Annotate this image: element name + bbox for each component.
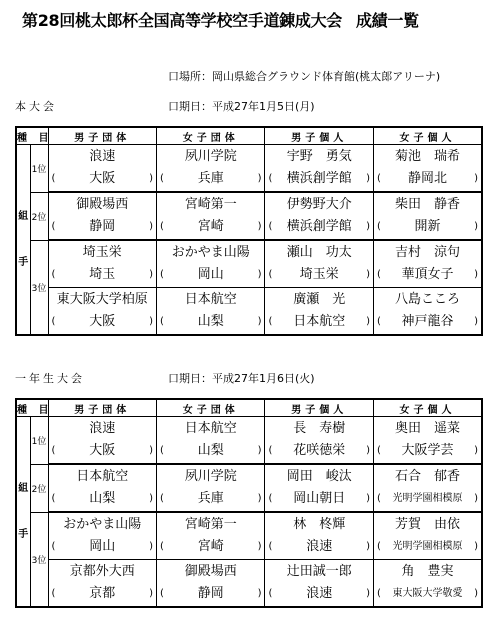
- header-kind: 種 目: [16, 399, 48, 417]
- result-cell: [265, 560, 373, 608]
- affiliation: [374, 264, 481, 286]
- rank-label: 2位: [30, 192, 48, 240]
- paren-open: (: [268, 221, 273, 232]
- affiliation: [374, 216, 481, 238]
- affiliation: [157, 216, 264, 238]
- paren-close: ): [149, 221, 153, 232]
- affiliation-text: 岡山朝日: [293, 491, 346, 506]
- entrant-name: 伊勢野大介: [286, 197, 352, 212]
- paren-open: (: [51, 221, 56, 232]
- paren-close: ): [257, 221, 262, 232]
- result-cell: [157, 240, 265, 288]
- affiliation: [374, 488, 481, 510]
- affiliation-text: 宮崎: [197, 219, 224, 234]
- paren-open: (: [160, 221, 164, 232]
- result-cell: [373, 512, 482, 560]
- entrant-name: 埼玉栄: [82, 245, 122, 260]
- section-date-freshman: 口期日：平成27年1月6日(火): [168, 372, 315, 385]
- paren-open: (: [160, 269, 164, 280]
- entrant-name: 角 豊実: [401, 564, 454, 579]
- affiliation-text: 京都: [89, 586, 116, 601]
- affiliation-text: 神戸龍谷: [401, 314, 454, 329]
- table-row: [16, 560, 482, 608]
- paren-open: (: [160, 316, 164, 327]
- affiliation-text: 大阪: [89, 443, 116, 458]
- result-cell: [48, 417, 156, 465]
- paren-open: (: [376, 445, 381, 456]
- paren-close: ): [257, 493, 262, 504]
- paren-close: ): [366, 316, 370, 327]
- entrant-name: 夙川学院: [184, 469, 237, 484]
- affiliation-text: 開新: [414, 219, 441, 234]
- entrant-name: 林 柊輝: [293, 517, 346, 532]
- affiliation-text: 横浜創学館: [286, 219, 352, 234]
- kumite-label: 組 手: [16, 145, 30, 336]
- affiliation: [49, 168, 156, 190]
- affiliation-text: 山梨: [197, 314, 224, 329]
- header-row: [16, 127, 482, 145]
- affiliation-text: 日本航空: [293, 314, 346, 329]
- affiliation-text: 埼玉栄: [299, 267, 339, 282]
- paren-open: (: [376, 493, 381, 504]
- affiliation: [49, 488, 156, 510]
- entrant-name: おかやま山陽: [171, 245, 250, 260]
- header-women-individual: 女子個人: [373, 399, 482, 417]
- rank-label: 3位: [30, 512, 48, 607]
- affiliation-text: 花咲徳栄: [293, 443, 346, 458]
- paren-close: ): [474, 493, 478, 504]
- result-cell: [373, 240, 482, 288]
- affiliation-text: 大阪: [89, 171, 116, 186]
- result-cell: [373, 560, 482, 608]
- header-men-team: 男子団体: [48, 399, 156, 417]
- affiliation-text: 大阪学芸: [401, 443, 454, 458]
- paren-open: (: [376, 173, 381, 184]
- affiliation: [374, 168, 481, 190]
- entrant-name: 夙川学院: [184, 149, 237, 164]
- entrant-name: 御殿場西: [184, 564, 237, 579]
- entrant-name: 宮崎第一: [184, 197, 237, 212]
- affiliation: [265, 311, 372, 333]
- header-women-team: 女子団体: [157, 127, 265, 145]
- affiliation: [157, 264, 264, 286]
- affiliation-text: 山梨: [89, 491, 116, 506]
- paren-close: ): [257, 269, 262, 280]
- header-men-individual: 男子個人: [265, 127, 373, 145]
- table-row: [16, 417, 482, 465]
- paren-open: (: [51, 445, 56, 456]
- table-row: [16, 240, 482, 288]
- paren-open: (: [268, 445, 273, 456]
- paren-close: ): [474, 316, 478, 327]
- entrant-name: 辻田誠一郎: [286, 564, 352, 579]
- table-row: [16, 464, 482, 512]
- paren-close: ): [149, 541, 153, 552]
- paren-open: (: [268, 269, 273, 280]
- entrant-name: 岡田 峻汰: [286, 469, 352, 484]
- affiliation-text: 東大阪大学敬愛: [392, 588, 463, 599]
- paren-open: (: [51, 588, 56, 599]
- paren-close: ): [366, 541, 370, 552]
- header-men-individual: 男子個人: [265, 399, 373, 417]
- result-cell: [373, 464, 482, 512]
- entrant-name: おかやま山陽: [63, 517, 142, 532]
- entrant-name: 日本航空: [184, 421, 237, 436]
- paren-close: ): [366, 173, 370, 184]
- result-cell: [265, 464, 373, 512]
- result-cell: [157, 288, 265, 336]
- paren-close: ): [474, 588, 478, 599]
- affiliation: [265, 583, 372, 605]
- affiliation: [49, 264, 156, 286]
- entrant-name: 吉村 涼句: [394, 245, 460, 260]
- result-cell: [157, 417, 265, 465]
- paren-open: (: [51, 541, 56, 552]
- header-kind: 種 目: [16, 127, 48, 145]
- paren-close: ): [366, 493, 370, 504]
- paren-open: (: [51, 493, 56, 504]
- affiliation: [265, 440, 372, 462]
- title-main: 第28回桃太郎杯全国高等学校空手道錬成大会: [22, 11, 342, 30]
- affiliation-text: 静岡北: [407, 171, 447, 186]
- header-women-team: 女子団体: [157, 399, 265, 417]
- paren-open: (: [268, 588, 273, 599]
- paren-open: (: [160, 445, 164, 456]
- entrant-name: 宇野 勇気: [286, 149, 352, 164]
- result-cell: [373, 192, 482, 240]
- paren-close: ): [474, 173, 478, 184]
- section-name-freshman: 一年生大会: [15, 372, 85, 385]
- rank-label: 1位: [30, 145, 48, 193]
- table-row: [16, 512, 482, 560]
- paren-close: ): [257, 316, 262, 327]
- rank-label: 1位: [30, 417, 48, 465]
- affiliation-text: 大阪: [89, 314, 116, 329]
- entrant-name: 東大阪大学柏原: [56, 292, 148, 307]
- paren-close: ): [149, 316, 153, 327]
- entrant-name: 浪速: [89, 421, 116, 436]
- paren-close: ): [257, 541, 262, 552]
- paren-close: ): [366, 269, 370, 280]
- result-cell: [157, 192, 265, 240]
- paren-close: ): [257, 173, 262, 184]
- title-sub: 成績一覧: [355, 11, 419, 30]
- paren-open: (: [160, 493, 164, 504]
- paren-close: ): [366, 221, 370, 232]
- result-cell: [373, 288, 482, 336]
- paren-close: ): [257, 445, 262, 456]
- affiliation-text: 光明学園相模原: [392, 541, 463, 552]
- paren-close: ): [474, 269, 478, 280]
- paren-close: ): [149, 445, 153, 456]
- affiliation: [49, 311, 156, 333]
- result-cell: [48, 288, 156, 336]
- entrant-name: 日本航空: [184, 292, 237, 307]
- affiliation: [157, 583, 264, 605]
- result-cell: [157, 560, 265, 608]
- result-cell: [373, 145, 482, 193]
- paren-open: (: [376, 269, 381, 280]
- header-men-team: 男子団体: [48, 127, 156, 145]
- entrant-name: 八島こころ: [394, 292, 460, 307]
- affiliation-text: 山梨: [197, 443, 224, 458]
- result-cell: [265, 192, 373, 240]
- page-title: [22, 8, 492, 31]
- paren-open: (: [51, 173, 56, 184]
- kumite-label: 組 手: [16, 417, 30, 608]
- result-cell: [157, 464, 265, 512]
- affiliation-text: 宮崎: [197, 539, 224, 554]
- affiliation: [157, 311, 264, 333]
- affiliation: [157, 440, 264, 462]
- table-row: [16, 145, 482, 193]
- paren-open: (: [376, 221, 381, 232]
- affiliation-text: 浪速: [306, 586, 333, 601]
- paren-open: (: [268, 316, 273, 327]
- result-cell: [265, 417, 373, 465]
- entrant-name: 奥田 遥菜: [394, 421, 460, 436]
- paren-close: ): [257, 588, 262, 599]
- result-cell: [265, 288, 373, 336]
- venue-line: 口場所：岡山県総合グラウンド体育館(桃太郎アリーナ): [168, 70, 441, 83]
- affiliation: [374, 311, 481, 333]
- header-women-individual: 女子個人: [373, 127, 482, 145]
- result-cell: [265, 145, 373, 193]
- affiliation: [157, 168, 264, 190]
- entrant-name: 芳賀 由依: [394, 517, 460, 532]
- paren-open: (: [51, 269, 56, 280]
- paren-close: ): [149, 269, 153, 280]
- affiliation-text: 岡山: [197, 267, 224, 282]
- affiliation-text: 岡山: [89, 539, 116, 554]
- paren-open: (: [376, 588, 381, 599]
- entrant-name: 京都外大西: [69, 564, 135, 579]
- paren-open: (: [268, 493, 273, 504]
- affiliation: [49, 583, 156, 605]
- result-cell: [265, 240, 373, 288]
- results-table-main: [15, 126, 483, 336]
- affiliation-text: 埼玉: [89, 267, 116, 282]
- paren-close: ): [366, 588, 370, 599]
- affiliation: [265, 488, 372, 510]
- affiliation-text: 静岡: [197, 586, 224, 601]
- result-cell: [157, 145, 265, 193]
- affiliation: [157, 536, 264, 558]
- paren-open: (: [51, 316, 56, 327]
- paren-close: ): [149, 588, 153, 599]
- entrant-name: 浪速: [89, 149, 116, 164]
- result-cell: [373, 417, 482, 465]
- section-name-main: 本大会: [15, 100, 57, 113]
- affiliation-text: 光明学園相模原: [392, 493, 463, 504]
- result-cell: [48, 145, 156, 193]
- entrant-name: 日本航空: [76, 469, 129, 484]
- affiliation: [49, 440, 156, 462]
- paren-open: (: [268, 173, 273, 184]
- affiliation-text: 浪速: [306, 539, 333, 554]
- paren-open: (: [160, 173, 164, 184]
- affiliation: [157, 488, 264, 510]
- result-cell: [48, 464, 156, 512]
- affiliation-text: 兵庫: [197, 171, 224, 186]
- entrant-name: 廣瀬 光: [293, 292, 346, 307]
- results-table-freshman: [15, 398, 483, 608]
- entrant-name: 瀬山 功太: [286, 245, 352, 260]
- table-row: [16, 192, 482, 240]
- section-date-main: 口期日：平成27年1月5日(月): [168, 100, 315, 113]
- table-row: [16, 288, 482, 336]
- result-cell: [157, 512, 265, 560]
- paren-open: (: [268, 541, 273, 552]
- result-cell: [48, 192, 156, 240]
- entrant-name: 御殿場西: [76, 197, 129, 212]
- paren-open: (: [160, 588, 164, 599]
- paren-close: ): [366, 445, 370, 456]
- paren-open: (: [376, 316, 381, 327]
- affiliation-text: 華頂女子: [401, 267, 454, 282]
- affiliation: [49, 536, 156, 558]
- paren-close: ): [149, 493, 153, 504]
- affiliation: [265, 168, 372, 190]
- result-cell: [48, 512, 156, 560]
- entrant-name: 菊池 瑞希: [394, 149, 460, 164]
- paren-close: ): [474, 221, 478, 232]
- affiliation-text: 兵庫: [197, 491, 224, 506]
- paren-open: (: [160, 541, 164, 552]
- result-cell: [265, 512, 373, 560]
- paren-close: ): [474, 541, 478, 552]
- affiliation: [374, 536, 481, 558]
- entrant-name: 宮崎第一: [184, 517, 237, 532]
- paren-open: (: [376, 541, 381, 552]
- result-cell: [48, 560, 156, 608]
- affiliation: [374, 583, 481, 605]
- affiliation-text: 静岡: [89, 219, 116, 234]
- rank-label: 2位: [30, 464, 48, 512]
- rank-label: 3位: [30, 240, 48, 335]
- affiliation: [265, 216, 372, 238]
- affiliation: [265, 264, 372, 286]
- entrant-name: 長 寿樹: [293, 421, 346, 436]
- paren-close: ): [474, 445, 478, 456]
- entrant-name: 柴田 静香: [394, 197, 460, 212]
- affiliation: [49, 216, 156, 238]
- header-row: [16, 399, 482, 417]
- affiliation-text: 横浜創学館: [286, 171, 352, 186]
- result-cell: [48, 240, 156, 288]
- entrant-name: 石合 郁香: [394, 469, 460, 484]
- affiliation: [265, 536, 372, 558]
- affiliation: [374, 440, 481, 462]
- paren-close: ): [149, 173, 153, 184]
